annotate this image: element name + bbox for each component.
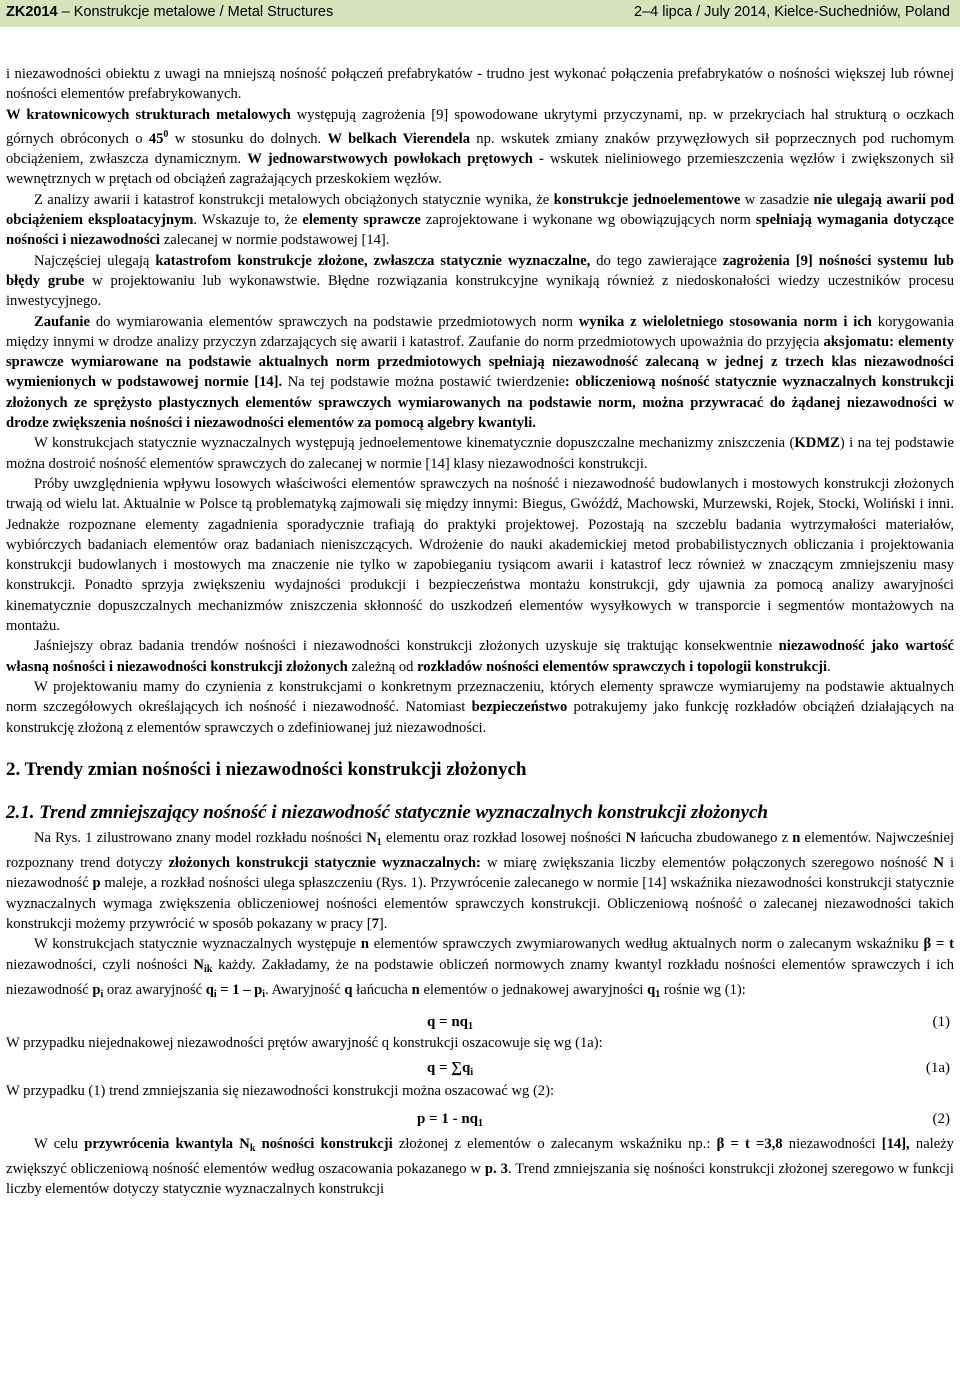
equation-2 [6, 1108, 954, 1130]
equation-formula: $q = nq_1$ [426, 1014, 474, 1033]
equation-number: (1) [932, 1014, 950, 1031]
equation-number: (2) [932, 1110, 950, 1127]
header-left [6, 4, 333, 20]
equation-number: (1a) [925, 1060, 950, 1077]
equation-formula: $p = 1 - nq_1$ [416, 1110, 484, 1129]
equation-1a [6, 1057, 954, 1081]
running-header [0, 0, 960, 27]
paragraph: Najczęściej ulegają katastrofom konstrukcje złożone, zwłaszcza statycznie wyznaczalne, do tego zawierające zagrożenia [9] nośności systemu lub błędy grube w projektowaniu lub wykonawstwie. Błędne rozwiązania konstrukcyjne wynikają również z niedoskonałości wiedzy uczestników procesu inwestycyjnego. [6, 252, 955, 310]
paragraph: i niezawodności obiektu z uwagi na mniejszą nośność połączeń prefabrykatów - trudno jest wykonać połączenia prefabrykatów o nośności większej lub równej nośności elementów prefabrykowanych. W kratownicowych strukturach metalowych występują zagrożenia [9] spowodowane ukrytymi przyczynami, np. w przekryciach hal strukturą o oczkach górnych obróconych o $45^0$ w stosunku do dolnych. W belkach Vierendela np. wskutek zmiany znaków przywęzłowych sił poprzecznych pod ruchomym obciążeniem, zwłaszcza dynamicznym. W jednowarstwowych powłokach prętowych - wskutek nieliniowego przemieszczenia węzłów i zwiększonych sił wewnętrznych w prętach od obciążeń zagrażających przeskokiem węzłów. [6, 66, 954, 188]
paragraph: Jaśniejszy obraz badania trendów nośności i niezawodności konstrukcji złożonych uzyskuje się traktując konsekwentnie niezawodność jako wartość własną nośności i niezawodności konstrukcji złożonych zależną od rozkładów nośności elementów sprawczych i topologii konstrukcji. [6, 638, 954, 675]
paragraph: W przypadku niejednakowej niezawodności prętów awaryjność q konstrukcji oszacowuje się wg (1a): [6, 1035, 603, 1052]
section-heading: 2. Trendy zmian nośności i niezawodności konstrukcji złożonych [6, 758, 527, 780]
equation-formula: $q = \sum q_i$ [426, 1060, 474, 1079]
paragraph: W konstrukcjach statycznie wyznaczalnych występuje n elementów sprawczych zwymiarowanych według aktualnych norm o zalecanym wskaźniku β = t niezawodności, czyli nośności $N_{ik}$ każdy. Zakładamy, że na podstawie obliczeń normowych znamy kwantyl rozkładu nośności elementów sprawczych i ich niezawodność $p_i$ oraz awaryjność $q_i = 1 - p_i$. Awaryjność q łańcucha n elementów o jednakowej awaryjności $q_1$ rośnie wg (1): [6, 936, 954, 1000]
paragraph: Na Rys. 1 zilustrowano znany model rozkładu nośności $N_1$ elementu oraz rozkład losowej nośności N łańcucha zbudowanego z n elementów. Najwcześniej rozpoznany trend dotyczy złożonych konstrukcji statycznie wyznaczalnych: w miarę zwiększania liczby elementów połączonych szeregowo nośność N i niezawodność p maleje, a rozkład nośności ulega spłaszczeniu (Rys. 1). Przywrócenie zalecanego w normie [14] wskaźnika niezawodności konstrukcji statycznie wyznaczalnych wymaga zwiększenia obliczeniowej nośności elementów sprawczych konstrukcji. Obliczeniową nośność o zalecanej niezawodności takich konstrukcji możemy przywrócić w sposób pokazany w pracy [7]. [6, 829, 955, 932]
subsection-heading: 2.1. Trend zmniejszający nośność i niezawodność statycznie wyznaczalnych konstrukcji złożonych [6, 801, 769, 823]
paragraph: W celu przywrócenia kwantyla $N_k$ nośności konstrukcji złożonej z elementów o zalecanym wskaźniku np.: β = t =3,8 niezawodności [14], należy zwiększyć obliczeniową nośność elementów według oszacowania pokazanego w p. 3. Trend zmniejszania się nośności konstrukcji złożonej szeregowo w funkcji liczby elementów dotyczy statycznie wyznaczalnych konstrukcji [6, 1135, 954, 1198]
paragraph: Próby uwzględnienia wpływu losowych właściwości elementów sprawczych na nośność i niezawodność budowlanych i mostowych konstrukcji złożonych trwają od wielu lat. Aktualnie w Polsce tą problematyką zajmowali się między innymi: Biegus, Gwóźdź, Machowski, Murzewski, Rojek, Stocki, Woliński i inni. Jednakże rozpoznane elementy zagadnienia sporadycznie trafiają do praktyki projektowej. Pozostają na szczeblu badania wytrzymałości materiałów, wybiórczych badaniach elementów oraz badaniach nieniszczących. Wdrożenie do nauki akademickiej metod probabilistycznych obliczania i projektowania konstrukcji budowlanych i mostowych ma znaczenie nie tylko w zapobieganiu tysiącom awarii i katastrof lecz również w znaczącym zmniejszeniu masy konstrukcji. Ponadto sprzyja zwiększeniu wydajności produkcji i bezpieczeństwa montażu konstrukcji, gdy ujawnia za pomocą analizy awaryjności kinematycznie dopuszczalnych mechanizmów zniszczenia skłonność do uszkodzeń elementów wysyłkowych w transporcie i segmentów montażowych na montażu. [6, 475, 954, 635]
paragraph: W projektowaniu mamy do czynienia z konstrukcjami o konkretnym przeznaczeniu, których elementy sprawcze wymiarujemy na podstawie aktualnych norm szczegółowych określających ich nośność i niezawodność. Natomiast bezpieczeństwo potrakujemy jako funkcję rozkładów obciążeń działających na konstrukcję złożoną z elementów sprawczych o zdefiniowanej już niezawodności. [6, 678, 954, 736]
paragraph: W konstrukcjach statycznie wyznaczalnych występują jednoelementowe kinematycznie dopuszczalne mechanizmy zniszczenia (KDMZ) i na tej podstawie można dostroić nośność elementów sprawczych do zalecanej w normie [14] klasy niezawodności konstrukcji. [6, 435, 954, 472]
paragraph: Zaufanie do wymiarowania elementów sprawczych na podstawie przedmiotowych norm wynika z wieloletniego stosowania norm i ich korygowania między innymi w drodze analizy przyczyn zdarzających się awarii i katastrof. Zaufanie do norm przedmiotowych upoważnia do przyjęcia aksjomatu: elementy sprawcze wymiarowane na podstawie aktualnych norm przedmiotowych spełniają niezawodność zalecaną w jednej z trzech klas niezawodności wymienionych w podstawowej normie [14]. Na tej podstawie można postawić twierdzenie: obliczeniową nośność statycznie wyznaczalnych konstrukcji złożonych ze sprężysto plastycznych elementów sprawczych wymiarowanych na podstawie norm, można przywracać do żądanej niezawodności w drodze zwiększenia nośności i niezawodności elementów za pomocą algebry kwantyli. [6, 313, 955, 432]
equation-1 [6, 1011, 954, 1033]
conference-code: ZK2014 [6, 4, 58, 20]
conference-title: – Konstrukcje metalowe / Metal Structures [57, 4, 334, 20]
paragraph: W przypadku (1) trend zmniejszania się niezawodności konstrukcji można oszacować wg (2): [6, 1083, 555, 1100]
paragraph: Z analizy awarii i katastrof konstrukcji metalowych obciążonych statycznie wynika, że konstrukcje jednoelementowe w zasadzie nie ulegają awarii pod obciążeniem eksploatacyjnym. Wskazuje to, że elementy sprawcze zaprojektowane i wykonane wg obowiązujących norm spełniają wymagania dotyczące nośności i niezawodności zalecanej w normie podstawowej [14]. [6, 191, 955, 249]
conference-dates-place: 2–4 lipca / July 2014, Kielce-Suchedniów, Poland [634, 4, 950, 20]
page-body [6, 64, 954, 1200]
